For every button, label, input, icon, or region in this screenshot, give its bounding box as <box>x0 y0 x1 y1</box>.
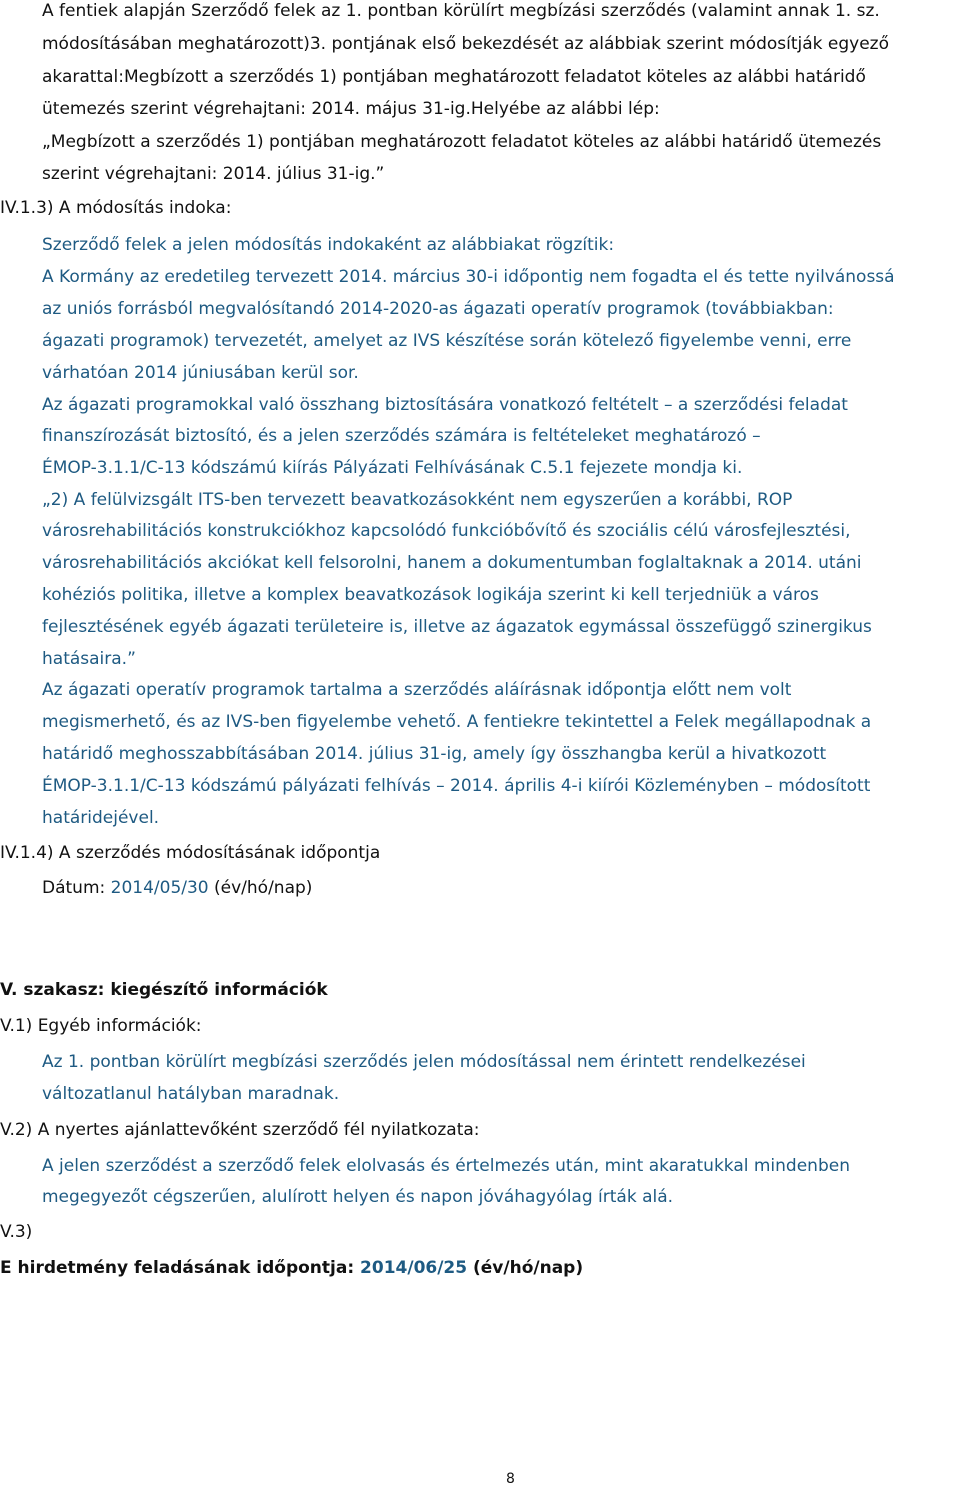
sent-value: 2014/06/25 <box>360 1258 468 1278</box>
date-label: Dátum: <box>42 878 111 898</box>
reason-line: ÉMOP-3.1.1/C-13 kódszámú kiírás Pályázati Felhívásának C.5.1 fejezete mondja ki. <box>42 458 743 478</box>
intro-line: A fentiek alapján Szerződő felek az 1. pontban körülírt megbízási szerződés (valamint annak 1. sz. <box>42 1 880 21</box>
reason-line: „2) A felülvizsgált ITS-ben tervezett beavatkozásokként nem egyszerűen a korábbi, ROP <box>42 490 793 510</box>
reason-line: megismerhető, és az IVS-ben figyelembe vehető. A fentiekre tekintettel a Felek megállapodnak a <box>42 712 872 732</box>
reason-line: az uniós forrásból megvalósítandó 2014-2020-as ágazati operatív programok (továbbiakban: <box>42 299 834 319</box>
intro-line: szerint végrehajtani: 2014. július 31-ig.” <box>42 164 385 184</box>
date-format: (év/hó/nap) <box>208 878 313 898</box>
intro-line: módosításában meghatározott)3. pontjának első bekezdését az alábbiak szerint módosítják egyező <box>42 34 890 54</box>
section-heading-v-1: V.1) Egyéb információk: <box>0 1016 202 1036</box>
v2-line: A jelen szerződést a szerződő felek elolvasás és értelmezés után, mint akaratukkal mindenben <box>42 1156 850 1176</box>
notice-sent-date <box>0 1257 583 1279</box>
modification-date <box>42 877 312 899</box>
reason-line: finanszírozását biztosító, és a jelen szerződés számára is feltételeket meghatározó – <box>42 426 761 446</box>
reason-line: városrehabilitációs akciókat kell felsorolni, hanem a dokumentumban foglaltaknak a 2014. utáni <box>42 553 862 573</box>
sent-label: E hirdetmény feladásának időpontja: <box>0 1258 361 1278</box>
sent-format: (év/hó/nap) <box>467 1258 584 1278</box>
intro-line: ütemezés szerint végrehajtani: 2014. május 31-ig.Helyébe az alábbi lép: <box>42 99 660 119</box>
section-heading-iv-1-3: IV.1.3) A módosítás indoka: <box>0 198 232 218</box>
section-heading-v-2: V.2) A nyertes ajánlattevőként szerződő fél nyilatkozata: <box>0 1120 480 1140</box>
v1-line: Az 1. pontban körülírt megbízási szerződés jelen módosítással nem érintett rendelkezései <box>42 1052 806 1072</box>
reason-line: városrehabilitációs konstrukciókhoz kapcsolódó funkcióbővítő és szociális célú városfejlesztési, <box>42 521 851 541</box>
v1-line: változatlanul hatályban maradnak. <box>42 1084 340 1104</box>
reason-line: kohéziós politika, illetve a komplex beavatkozások logikája szerint ki kell terjedniük a város <box>42 585 819 605</box>
intro-line: „Megbízott a szerződés 1) pontjában meghatározott feladatot köteles az alábbi határidő ütemezés <box>42 132 882 152</box>
reason-line: határidejével. <box>42 808 160 828</box>
reason-line: A Kormány az eredetileg tervezett 2014. március 30-i időpontig nem fogadta el és tette nyilvánossá <box>42 267 895 287</box>
page-number: 8 <box>506 1471 515 1487</box>
reason-line: ágazati programok) tervezetét, amelyet az IVS készítése során kötelező figyelembe venni, erre <box>42 331 852 351</box>
reason-line: határidő meghosszabbításában 2014. július 31-ig, amely így összhangba kerül a hivatkozott <box>42 744 827 764</box>
reason-line: várhatóan 2014 júniusában kerül sor. <box>42 363 359 383</box>
reason-line: ÉMOP-3.1.1/C-13 kódszámú pályázati felhívás – 2014. április 4-i kiírói Közleményben – módosított <box>42 776 871 796</box>
date-value: 2014/05/30 <box>110 878 209 898</box>
reason-line: Az ágazati programokkal való összhang biztosítására vonatkozó feltételt – a szerződési feladat <box>42 395 848 415</box>
v2-line: megegyezőt cégszerűen, alulírott helyen és napon jóváhagyólag írták alá. <box>42 1187 674 1207</box>
reason-line: Szerződő felek a jelen módosítás indokaként az alábbiakat rögzítik: <box>42 235 615 255</box>
section-heading-iv-1-4: IV.1.4) A szerződés módosításának időpontja <box>0 843 381 863</box>
intro-line: akarattal:Megbízott a szerződés 1) pontjában meghatározott feladatot köteles az alábbi határidő <box>42 67 866 87</box>
section-v-title: V. szakasz: kiegészítő információk <box>0 980 328 1000</box>
reason-line: fejlesztésének egyéb ágazati területeire is, illetve az ágazatok egymással összefüggő szinergikus <box>42 617 872 637</box>
reason-line: Az ágazati operatív programok tartalma a szerződés aláírásnak időpontja előtt nem volt <box>42 680 792 700</box>
reason-line: hatásaira.” <box>42 649 136 669</box>
section-heading-v-3: V.3) <box>0 1222 33 1242</box>
